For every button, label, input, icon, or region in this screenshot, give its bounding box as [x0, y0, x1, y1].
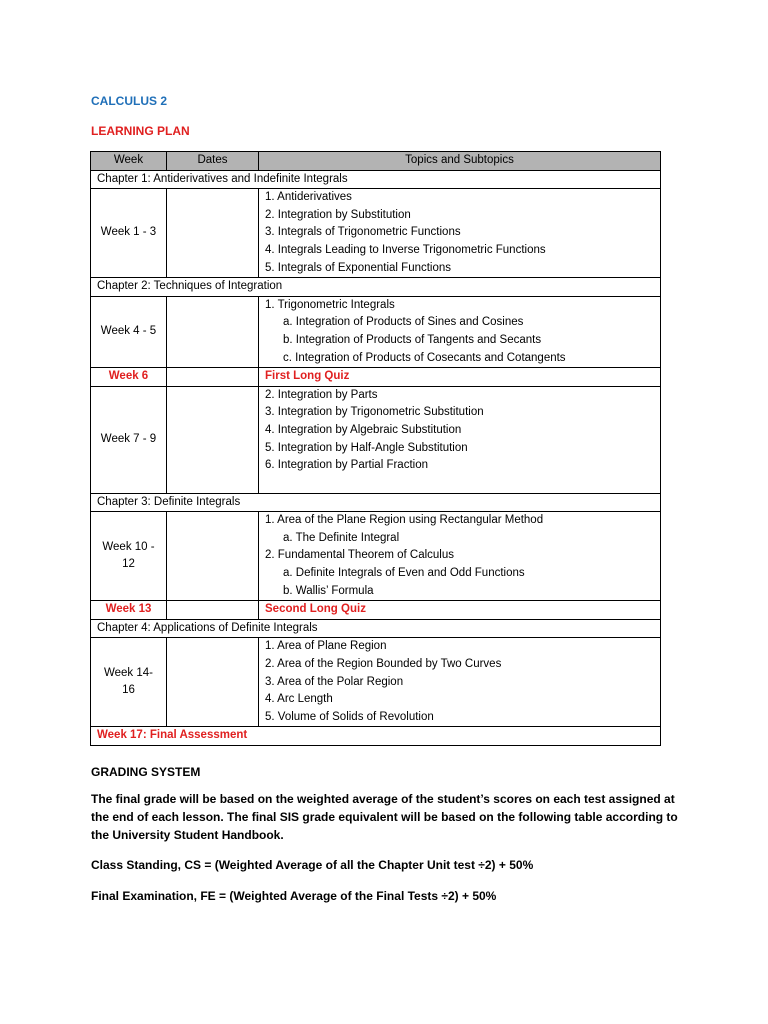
week-cell: Week 14- 16	[91, 638, 167, 727]
table-header-row	[91, 152, 661, 171]
dates-cell	[167, 512, 259, 601]
chapter-4-title: Chapter 4: Applications of Definite Integrals	[91, 619, 661, 638]
topics-cell	[259, 296, 661, 367]
learning-plan-table	[90, 151, 661, 746]
dates-cell	[167, 189, 259, 278]
chapter-3-title: Chapter 3: Definite Integrals	[91, 493, 661, 512]
final-exam-formula: Final Examination, FE = (Weighted Average of the Final Tests ÷2) + 50%	[91, 889, 497, 903]
topic-item: 5. Integrals of Exponential Functions	[265, 261, 452, 274]
subtopic-item: a. Integration of Products of Sines and Cosines	[283, 316, 524, 329]
quiz-week-cell: Week 6	[91, 368, 167, 387]
quiz-week-cell: Week 13	[91, 601, 167, 620]
quiz-row	[91, 601, 661, 620]
topic-item: 1. Antiderivatives	[265, 191, 352, 204]
topic-item: 4. Integration by Algebraic Substitution	[265, 423, 462, 436]
topic-item: 3. Integration by Trigonometric Substitution	[265, 406, 484, 419]
chapter-row	[91, 619, 661, 638]
header-topics: Topics and Subtopics	[259, 152, 661, 171]
final-assessment: Week 17: Final Assessment	[91, 727, 661, 746]
grading-description: The final grade will be based on the weighted average of the student’s scores on each test assigned at the end of each lesson. The final SIS grade equivalent will be based on the following table according to the University Student Handbook.	[91, 792, 678, 842]
blank-line	[265, 475, 654, 493]
table-row	[91, 386, 661, 493]
dates-cell	[167, 638, 259, 727]
topic-item: 2. Integration by Substitution	[265, 208, 411, 221]
dates-cell	[167, 296, 259, 367]
chapter-2-title: Chapter 2: Techniques of Integration	[91, 278, 661, 297]
table-row	[91, 512, 661, 601]
dates-cell	[167, 386, 259, 493]
subtopic-item: a. Definite Integrals of Even and Odd Functions	[283, 567, 525, 580]
class-standing-formula: Class Standing, CS = (Weighted Average of all the Chapter Unit test ÷2) + 50%	[91, 858, 534, 872]
header-dates: Dates	[167, 152, 259, 171]
quiz-row	[91, 368, 661, 387]
topic-item: 3. Integrals of Trigonometric Functions	[265, 226, 461, 239]
final-assessment-row	[91, 727, 661, 746]
topic-item: 1. Trigonometric Integrals	[265, 298, 395, 311]
chapter-row	[91, 170, 661, 189]
subtopic-item: a. The Definite Integral	[283, 531, 400, 544]
dates-cell	[167, 368, 259, 387]
chapter-row	[91, 493, 661, 512]
header-week: Week	[91, 152, 167, 171]
first-long-quiz: First Long Quiz	[259, 368, 661, 387]
topics-cell	[259, 189, 661, 278]
chapter-1-title: Chapter 1: Antiderivatives and Indefinite Integrals	[91, 170, 661, 189]
course-title: CALCULUS 2	[91, 94, 168, 108]
topic-item: 3. Area of the Polar Region	[265, 675, 404, 688]
chapter-row	[91, 278, 661, 297]
week-cell: Week 4 - 5	[91, 296, 167, 367]
topic-item: 4. Arc Length	[265, 693, 333, 706]
second-long-quiz: Second Long Quiz	[259, 601, 661, 620]
topic-item: 5. Volume of Solids of Revolution	[265, 710, 434, 723]
grading-system-title: GRADING SYSTEM	[91, 765, 201, 779]
topic-item: 2. Fundamental Theorem of Calculus	[265, 549, 454, 562]
table-row	[91, 638, 661, 727]
topics-cell	[259, 386, 661, 493]
topic-item: 5. Integration by Half-Angle Substitution	[265, 441, 468, 454]
subtopic-item: b. Integration of Products of Tangents and Secants	[283, 333, 542, 346]
learning-plan-title: LEARNING PLAN	[91, 124, 190, 138]
topic-item: 1. Area of the Plane Region using Rectangular Method	[265, 514, 544, 527]
topic-item: 6. Integration by Partial Fraction	[265, 459, 428, 472]
week-cell: Week 1 - 3	[91, 189, 167, 278]
subtopic-item: b. Wallis’ Formula	[283, 584, 374, 597]
week-cell: Week 10 - 12	[91, 512, 167, 601]
table-row	[91, 189, 661, 278]
topics-cell	[259, 638, 661, 727]
topic-item: 2. Integration by Parts	[265, 388, 378, 401]
topic-item: 4. Integrals Leading to Inverse Trigonometric Functions	[265, 243, 546, 256]
subtopic-item: c. Integration of Products of Cosecants and Cotangents	[283, 351, 566, 364]
topic-item: 2. Area of the Region Bounded by Two Curves	[265, 658, 502, 671]
week-cell: Week 7 - 9	[91, 386, 167, 493]
table-row	[91, 296, 661, 367]
dates-cell	[167, 601, 259, 620]
topic-item: 1. Area of Plane Region	[265, 640, 387, 653]
topics-cell	[259, 512, 661, 601]
